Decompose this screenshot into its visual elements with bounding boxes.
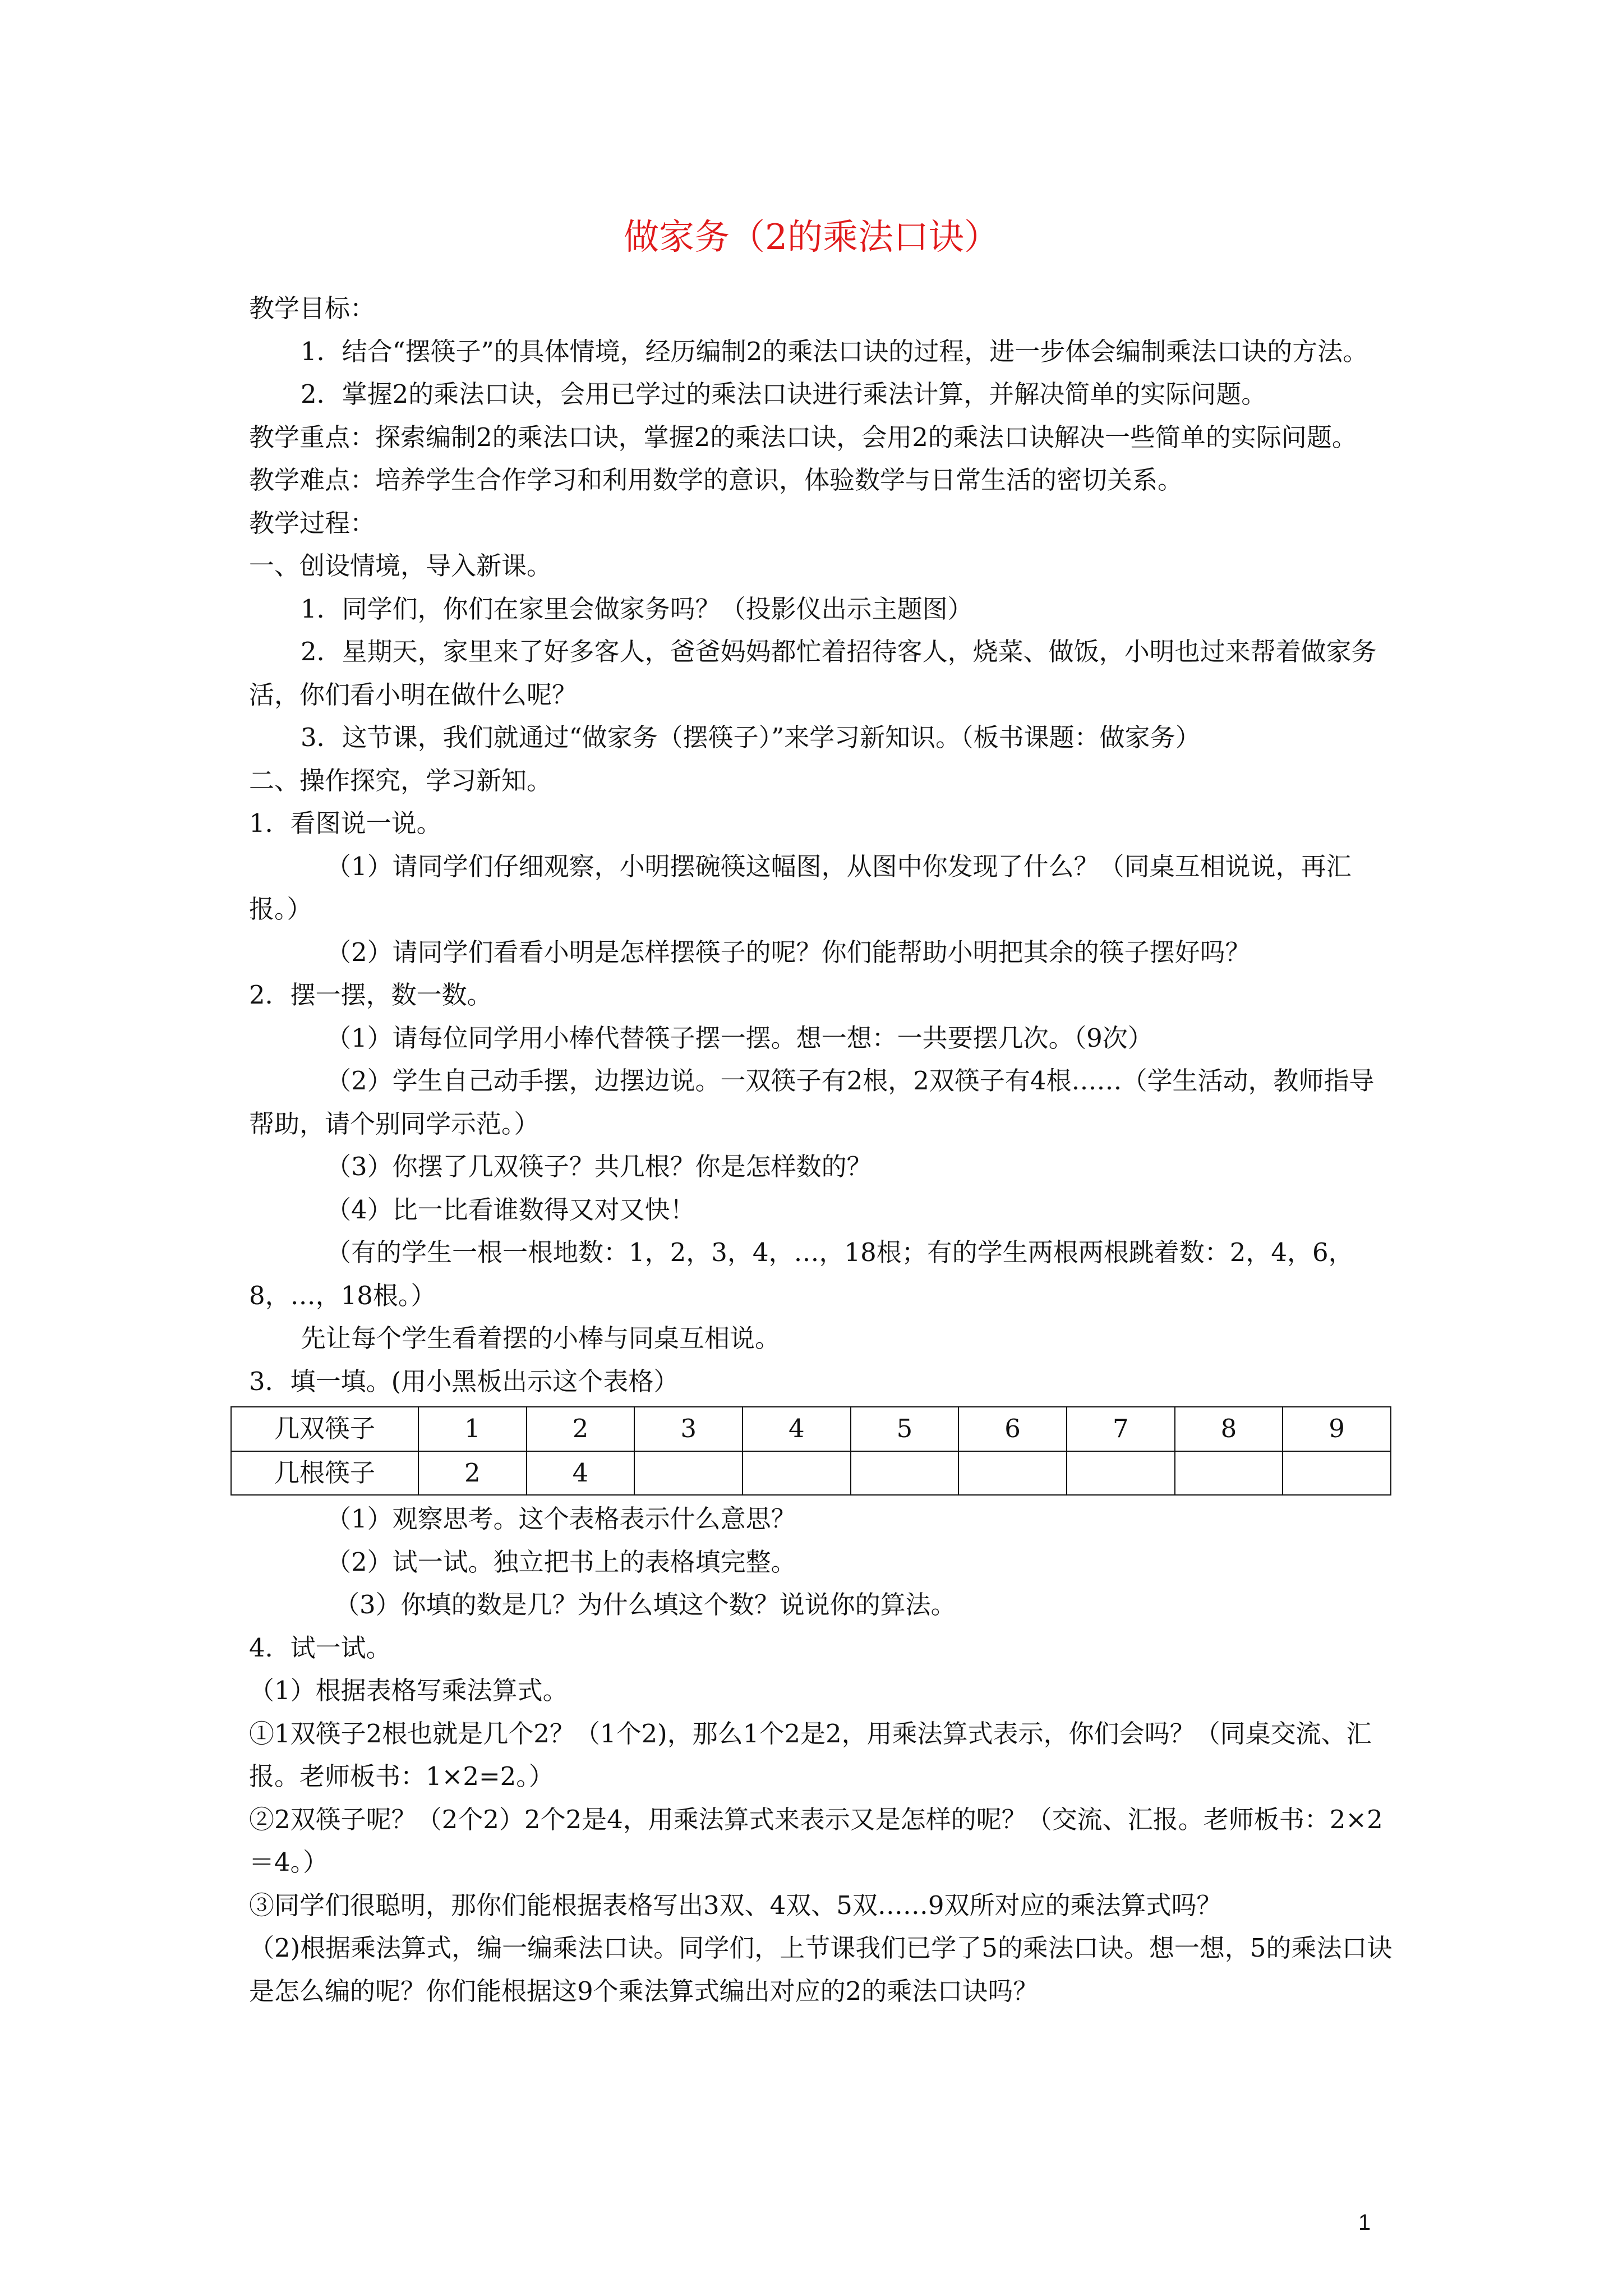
page-number: 1	[1358, 2210, 1371, 2235]
paragraph: （3）你填的数是几？为什么填这个数？说说你的算法。	[334, 1590, 956, 1619]
table-cell: 5	[851, 1407, 959, 1451]
paragraph: （有的学生一根一根地数：1，2，3，4，…，18根；有的学生两根两根跳着数：2，4，6，8，…，18根。）	[249, 1237, 1354, 1310]
table-cell: 7	[1067, 1407, 1175, 1451]
table-cell	[958, 1451, 1067, 1496]
table-cell	[634, 1451, 743, 1496]
paragraph: 1．同学们，你们在家里会做家务吗？（投影仪出示主题图）	[301, 593, 973, 624]
paragraph: （2）请同学们看看小明是怎样摆筷子的呢？你们能帮助小明把其余的筷子摆好吗？	[326, 937, 1251, 967]
table-cell: 4	[527, 1451, 635, 1496]
table-cell: 9	[1283, 1407, 1391, 1451]
paragraph: ①1双筷子2根也就是几个2？（1个2)，那么1个2是2，用乘法算式表示，你们会吗？（同桌交流、汇报。老师板书：1×2=2。）	[249, 1718, 1372, 1791]
table-cell	[743, 1451, 851, 1496]
table-cell: 6	[958, 1407, 1067, 1451]
paragraph: （1）请同学们仔细观察，小明摆碗筷这幅图，从图中你发现了什么？（同桌互相说说，再汇报。）	[249, 851, 1352, 924]
paragraph: （4）比一比看谁数得又对又快！	[326, 1194, 695, 1225]
lesson-section-after-table	[249, 1498, 1396, 2013]
paragraph: 4．试一试。	[249, 1632, 391, 1663]
table-cell	[1067, 1451, 1175, 1496]
paragraph: 2．星期天，家里来了好多客人，爸爸妈妈都忙着招待客人，烧菜、做饭，小明也过来帮着做家务活，你们看小明在做什么呢？	[249, 637, 1377, 710]
paragraph: （3）你摆了几双筷子？共几根？你是怎样数的？	[326, 1152, 872, 1181]
paragraph: （2)根据乘法算式，编一编乘法口诀。同学们，上节课我们已学了5的乘法口诀。想一想，5的乘法口诀是怎么编的呢？你们能根据这9个乘法算式编出对应的2的乘法口诀吗？	[249, 1933, 1393, 2006]
table-cell: 2	[418, 1451, 527, 1496]
paragraph: （2）学生自己动手摆，边摆边说。一双筷子有2根，2双筷子有4根……（学生活动，教师指导帮助，请个别同学示范。）	[249, 1066, 1375, 1139]
paragraph: 2．摆一摆，数一数。	[249, 980, 492, 1010]
paragraph: （2）试一试。独立把书上的表格填完整。	[326, 1547, 796, 1577]
paragraph: 教学目标：	[249, 293, 376, 323]
table-cell: 2	[527, 1407, 635, 1451]
paragraph: 教学过程：	[249, 508, 376, 538]
table-row-sticks	[231, 1451, 1391, 1496]
table-cell: 3	[634, 1407, 743, 1451]
paragraph: （1）根据表格写乘法算式。	[249, 1676, 568, 1705]
lesson-section-before-table	[249, 287, 1396, 1403]
chopsticks-table-wrapper	[249, 1406, 1396, 1496]
paragraph: 3．这节课，我们就通过“做家务（摆筷子）”来学习新知识。（板书课题：做家务）	[301, 723, 1201, 752]
table-cell: 8	[1175, 1407, 1283, 1451]
paragraph: 教学难点：培养学生合作学习和利用数学的意识，体验数学与日常生活的密切关系。	[249, 465, 1183, 495]
table-cell	[1175, 1451, 1283, 1496]
paragraph: 教学重点：探索编制2的乘法口诀，掌握2的乘法口诀，会用2的乘法口诀解决一些简单的实际问题。	[249, 422, 1357, 452]
paragraph: 1．看图说一说。	[249, 808, 442, 838]
table-cell	[851, 1451, 959, 1496]
paragraph: 先让每个学生看着摆的小棒与同桌互相说。	[301, 1323, 781, 1353]
paragraph: 2．掌握2的乘法口诀，会用已学过的乘法口诀进行乘法计算，并解决简单的实际问题。	[301, 379, 1267, 409]
paragraph: ②2双筷子呢？（2个2）2个2是4，用乘法算式来表示又是怎样的呢？（交流、汇报。老师板书：2×2＝4。）	[249, 1804, 1383, 1877]
document-body	[249, 287, 1396, 2013]
table-row-label: 几双筷子	[231, 1407, 418, 1451]
document-title: 做家务（2的乘法口诀）	[623, 217, 1000, 257]
paragraph: 一、创设情境，导入新课。	[249, 551, 552, 581]
paragraph: 3．填一填。(用小黑板出示这个表格）	[249, 1366, 679, 1396]
paragraph: 二、操作探究，学习新知。	[249, 765, 552, 795]
table-cell: 1	[418, 1407, 527, 1451]
table-cell	[1283, 1451, 1391, 1496]
table-cell: 4	[743, 1407, 851, 1451]
paragraph: （1）请每位同学用小棒代替筷子摆一摆。想一想：一共要摆几次。（9次）	[326, 1023, 1153, 1053]
paragraph: 1．结合“摆筷子”的具体情境，经历编制2的乘法口诀的过程，进一步体会编制乘法口诀的方法。	[301, 336, 1368, 366]
table-row-pairs	[231, 1407, 1391, 1451]
chopsticks-table	[230, 1406, 1391, 1496]
paragraph: ③同学们很聪明，那你们能根据表格写出3双、4双、5双……9双所对应的乘法算式吗？	[249, 1890, 1222, 1920]
paragraph: （1）观察思考。这个表格表示什么意思？	[326, 1504, 796, 1534]
table-row-label: 几根筷子	[231, 1451, 418, 1496]
